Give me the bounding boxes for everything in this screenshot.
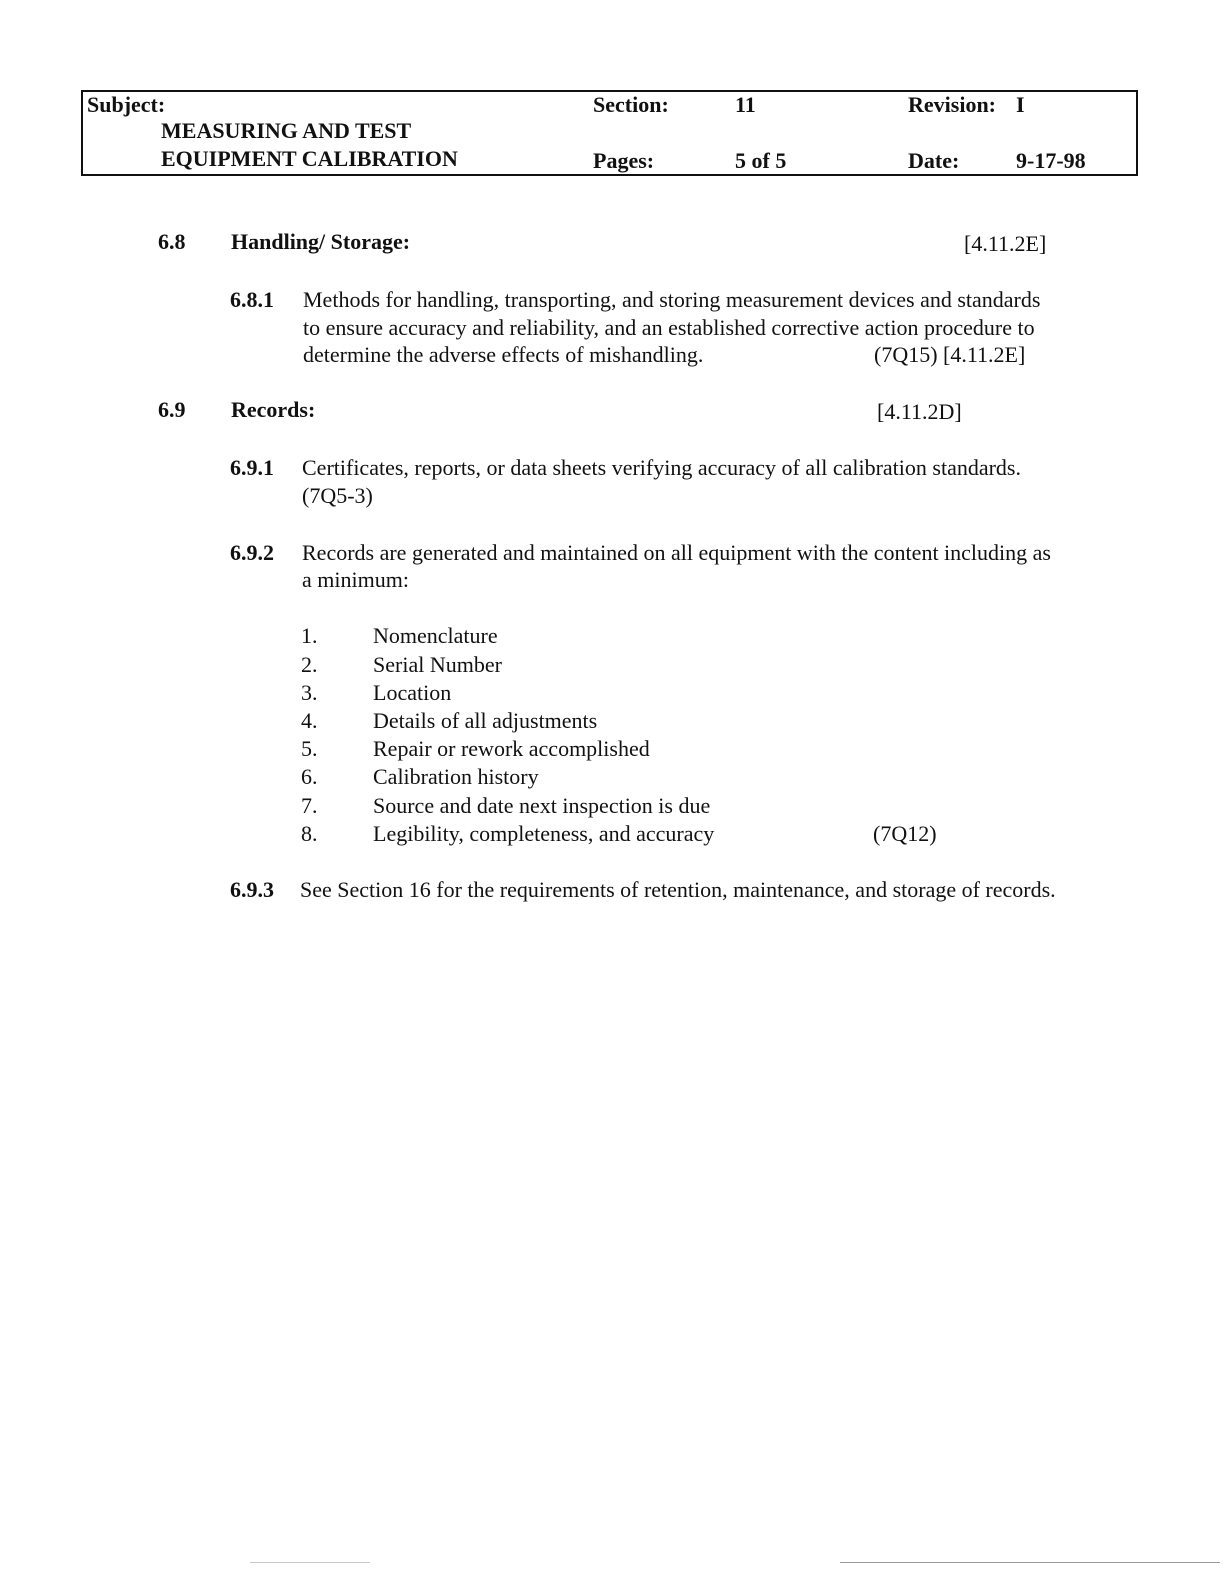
item-number: 6.9.2	[230, 540, 274, 565]
list-item-number: 1.	[301, 623, 318, 648]
subject-line-2: EQUIPMENT CALIBRATION	[161, 146, 458, 171]
list-item: Location	[373, 680, 452, 705]
list-item: Calibration history	[373, 764, 539, 789]
item-text-line: Certificates, reports, or data sheets verifying accuracy of all calibration standards.	[302, 455, 1021, 480]
subject-line-1: MEASURING AND TEST	[161, 118, 412, 143]
list-item-number: 6.	[301, 764, 318, 789]
list-item: Details of all adjustments	[373, 708, 598, 733]
item-number: 6.9.3	[230, 877, 274, 902]
list-item: Repair or rework accomplished	[373, 736, 650, 761]
list-item-number: 5.	[301, 736, 318, 761]
item-text-line: a minimum:	[302, 567, 409, 592]
item-text-line: Records are generated and maintained on all equipment with the content including as	[302, 540, 1051, 565]
section-label: Section:	[593, 92, 669, 117]
item-number: 6.8.1	[230, 287, 274, 312]
scan-artifact-line	[840, 1562, 1220, 1563]
section-title: Records:	[231, 397, 316, 422]
item-text-line: to ensure accuracy and reliability, and an established corrective action procedure to	[303, 315, 1035, 340]
list-item: Nomenclature	[373, 623, 498, 648]
list-item-number: 3.	[301, 680, 318, 705]
pages-label: Pages:	[593, 148, 655, 173]
date-label: Date:	[908, 148, 960, 173]
item-text-line: See Section 16 for the requirements of retention, maintenance, and storage of records.	[300, 877, 1056, 902]
list-item: Legibility, completeness, and accuracy	[373, 821, 715, 846]
date-value: 9-17-98	[1016, 148, 1086, 173]
revision-value: I	[1016, 92, 1025, 117]
item-number: 6.9.1	[230, 455, 274, 480]
item-text-line: determine the adverse effects of mishandling.	[303, 342, 704, 367]
section-title: Handling/ Storage:	[231, 229, 411, 254]
scan-artifact-line	[250, 1562, 370, 1563]
item-reference: (7Q15) [4.11.2E]	[874, 342, 1026, 367]
list-item-number: 8.	[301, 821, 318, 846]
list-item-number: 4.	[301, 708, 318, 733]
pages-value: 5 of 5	[735, 148, 787, 173]
revision-label: Revision:	[908, 92, 996, 117]
section-value: 11	[735, 92, 756, 117]
list-item: Source and date next inspection is due	[373, 793, 711, 818]
section-reference: [4.11.2D]	[877, 399, 962, 424]
section-number: 6.8	[158, 229, 186, 254]
item-text-line: Methods for handling, transporting, and storing measurement devices and standards	[303, 287, 1041, 312]
list-item-reference: (7Q12)	[873, 821, 937, 846]
section-reference: [4.11.2E]	[964, 231, 1047, 256]
list-item-number: 7.	[301, 793, 318, 818]
section-number: 6.9	[158, 397, 186, 422]
item-text-line: (7Q5-3)	[302, 483, 373, 508]
subject-label: Subject:	[87, 92, 166, 117]
list-item-number: 2.	[301, 652, 318, 677]
list-item: Serial Number	[373, 652, 502, 677]
